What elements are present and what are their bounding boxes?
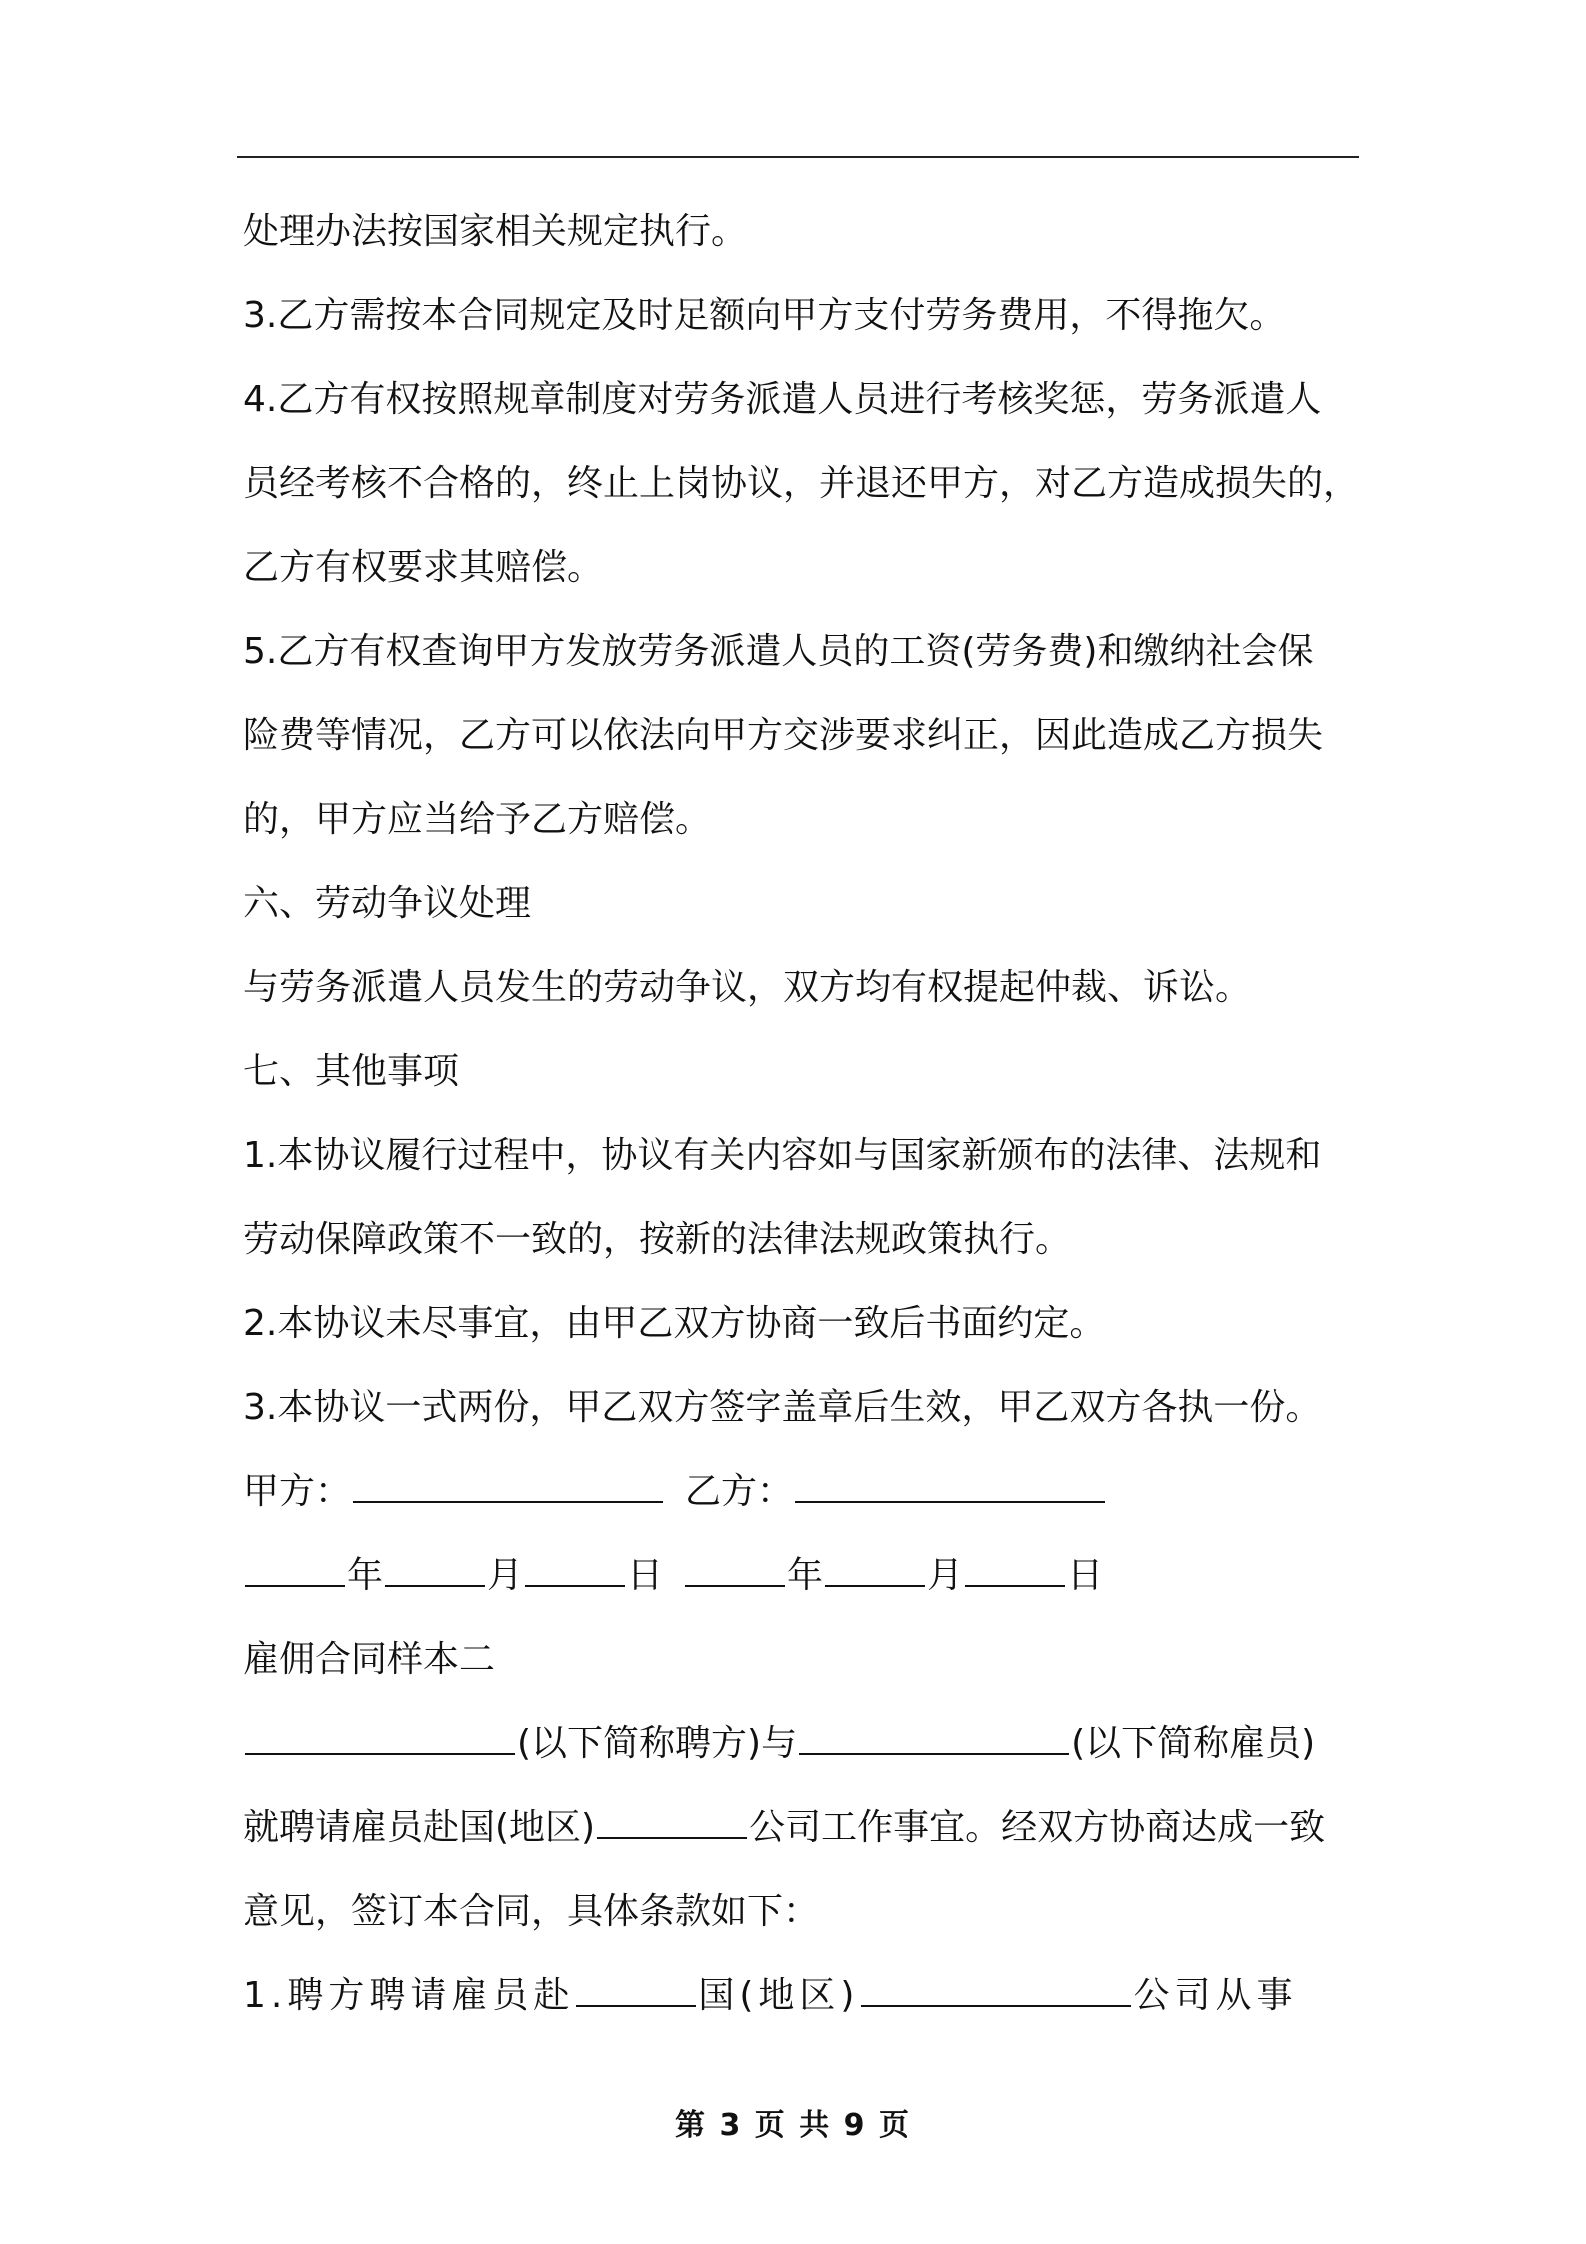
paragraph-line: 5.乙方有权查询甲方发放劳务派遣人员的工资(劳务费)和缴纳社会保 bbox=[243, 631, 1314, 672]
party-b-day-blank bbox=[965, 1551, 1065, 1587]
party-a-signature-blank bbox=[353, 1467, 663, 1503]
party-a-month-blank bbox=[385, 1551, 485, 1587]
paragraph-line: 1.本协议履行过程中，协议有关内容如与国家新颁布的法律、法规和 bbox=[243, 1135, 1322, 1176]
intro-text: (以下简称聘方)与 bbox=[517, 1723, 798, 1764]
month-label: 月 bbox=[927, 1555, 964, 1596]
party-b-signature-blank bbox=[795, 1467, 1105, 1503]
party-b-label: 乙方： bbox=[685, 1471, 794, 1512]
party-a-day-blank bbox=[525, 1551, 625, 1587]
paragraph-line: 2.本协议未尽事宜，由甲乙双方协商一致后书面约定。 bbox=[243, 1303, 1106, 1344]
paragraph-line: 与劳务派遣人员发生的劳动争议，双方均有权提起仲裁、诉讼。 bbox=[243, 967, 1252, 1008]
party-b-year-blank bbox=[685, 1551, 785, 1587]
day-label: 日 bbox=[627, 1555, 664, 1596]
employer-name-blank bbox=[245, 1719, 515, 1755]
date-line bbox=[243, 1534, 1359, 1618]
header-rule bbox=[237, 156, 1359, 158]
year-label: 年 bbox=[347, 1555, 384, 1596]
intro-line-3: 意见，签订本合同，具体条款如下： bbox=[243, 1891, 820, 1932]
intro-text: (以下简称雇员) bbox=[1071, 1723, 1316, 1764]
clause-company-blank bbox=[861, 1971, 1131, 2007]
clause-1-line bbox=[243, 1954, 1359, 2038]
country-blank bbox=[597, 1803, 747, 1839]
employee-name-blank bbox=[799, 1719, 1069, 1755]
intro-line-1 bbox=[243, 1702, 1359, 1786]
clause-text: 国(地区) bbox=[698, 1975, 860, 2016]
paragraph-line: 4.乙方有权按照规章制度对劳务派遣人员进行考核奖惩，劳务派遣人 bbox=[243, 379, 1322, 420]
clause-country-blank bbox=[576, 1971, 696, 2007]
paragraph-line: 乙方有权要求其赔偿。 bbox=[243, 547, 604, 588]
intro-text: 公司工作事宜。经双方协商达成一致 bbox=[749, 1807, 1326, 1848]
paragraph-line: 员经考核不合格的，终止上岗协议，并退还甲方，对乙方造成损失的， bbox=[243, 463, 1359, 504]
paragraph-line: 3.乙方需按本合同规定及时足额向甲方支付劳务费用，不得拖欠。 bbox=[243, 295, 1286, 336]
intro-line-2 bbox=[243, 1786, 1359, 1870]
month-label: 月 bbox=[487, 1555, 524, 1596]
page-number: 第 3 页 共 9 页 bbox=[675, 2108, 911, 2143]
intro-text: 就聘请雇员赴国(地区) bbox=[243, 1807, 596, 1848]
paragraph-line: 处理办法按国家相关规定执行。 bbox=[243, 211, 748, 252]
paragraph-line: 劳动保障政策不一致的，按新的法律法规政策执行。 bbox=[243, 1219, 1072, 1260]
clause-text: 公司从事 bbox=[1133, 1975, 1298, 2016]
clause-text: 1.聘方聘请雇员赴 bbox=[243, 1975, 575, 2016]
day-label: 日 bbox=[1067, 1555, 1104, 1596]
party-b-month-blank bbox=[825, 1551, 925, 1587]
year-label: 年 bbox=[787, 1555, 824, 1596]
paragraph-line: 的，甲方应当给予乙方赔偿。 bbox=[243, 799, 712, 840]
paragraph-line: 险费等情况，乙方可以依法向甲方交涉要求纠正，因此造成乙方损失 bbox=[243, 715, 1324, 756]
sample-title: 雇佣合同样本二 bbox=[243, 1639, 496, 1680]
paragraph-line: 3.本协议一式两份，甲乙双方签字盖章后生效，甲乙双方各执一份。 bbox=[243, 1387, 1322, 1428]
signature-line bbox=[243, 1450, 1359, 1534]
party-a-label: 甲方： bbox=[243, 1471, 352, 1512]
section-heading: 七、其他事项 bbox=[243, 1051, 460, 1092]
document-body bbox=[243, 190, 1359, 2038]
section-heading: 六、劳动争议处理 bbox=[243, 883, 532, 924]
party-a-year-blank bbox=[245, 1551, 345, 1587]
